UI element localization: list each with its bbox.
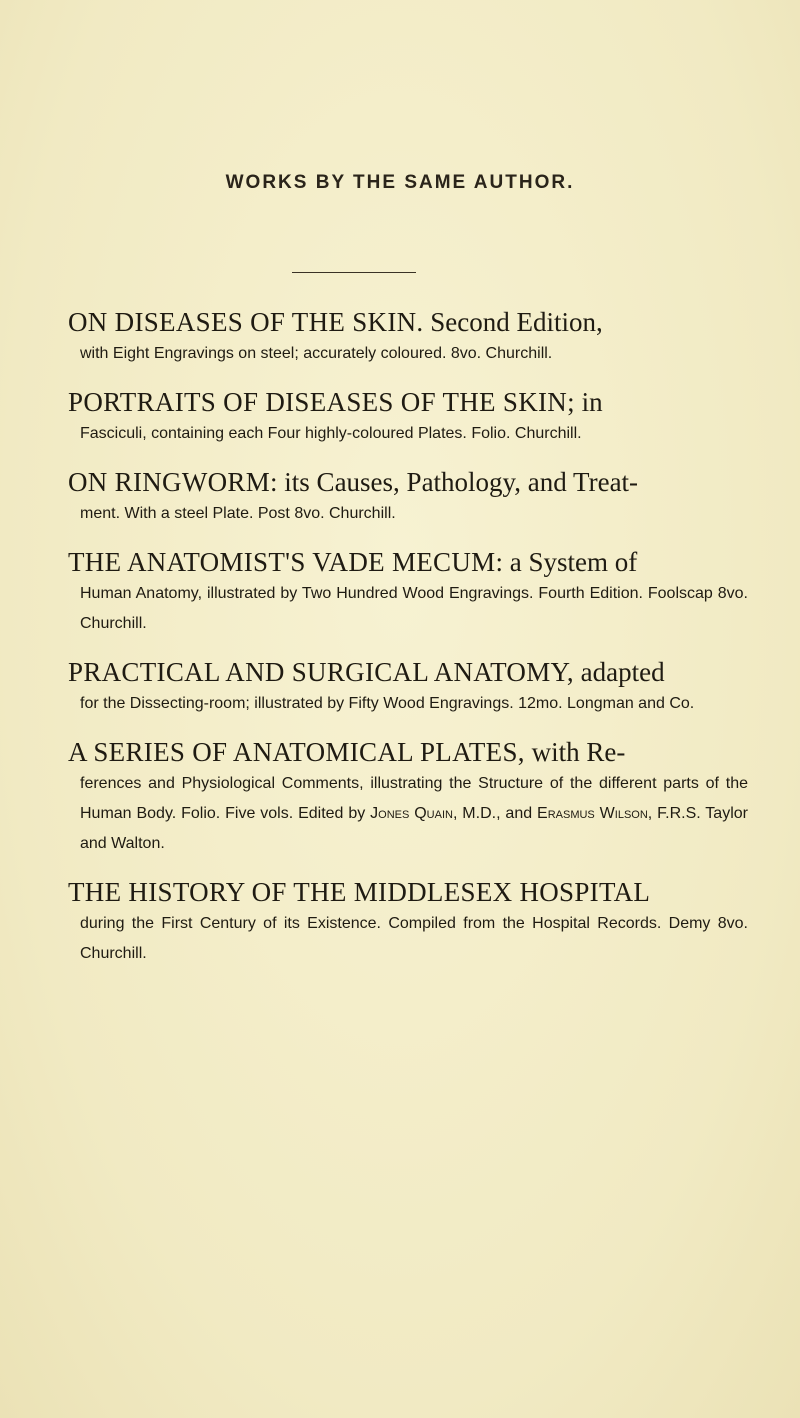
description-text: ferences and Physiological Comments, illustrating the Structure of the different parts of the Human Body. Folio. Five vols. Edited by [80,775,748,822]
entry-vade-mecum [68,545,748,639]
entry-title-tail: Second Edition, [423,307,603,337]
entry-anatomical-plates [68,735,748,859]
header-rule [292,272,416,273]
description-text: , F.R.S. Taylor and Walton. [80,805,748,852]
entry-practical-anatomy [68,655,748,719]
entry-title: A SERIES OF ANATOMICAL PLATES, [68,737,525,767]
entry-title-tail: in [574,387,603,417]
entry-ringworm [68,465,748,529]
entry-middlesex-hospital [68,875,748,969]
entry-description: with Eight Engravings on steel; accurately coloured. 8vo. Churchill. [80,345,553,362]
entry-title-line [68,465,748,499]
editor-name: Jones Quain [370,805,453,822]
entry-title-line [68,875,748,909]
entry-description: Human Anatomy, illustrated by Two Hundred Wood Engravings. Fourth Edition. Foolscap 8vo. Churchill. [80,585,748,632]
entry-title-line [68,305,748,339]
entry-title-tail: : its Causes, Pathology, and Treat- [270,467,639,497]
entry-title: ON DISEASES OF THE SKIN. [68,307,424,337]
entry-title: THE ANATOMIST'S VADE MECUM [68,547,496,577]
entry-title-line [68,385,748,419]
entry-title-tail: : a System of [495,547,638,577]
entry-title-line [68,735,748,769]
entry-title: PRACTICAL AND SURGICAL ANATOMY, [68,657,574,687]
entry-title-line [68,545,748,579]
entry-description [68,769,748,859]
entry-description: during the First Century of its Existence. Compiled from the Hospital Records. Demy 8vo. Churchill. [80,915,748,962]
description-text: , M.D., and [452,805,538,822]
entry-description: Fasciculi, containing each Four highly-coloured Plates. Folio. Churchill. [80,425,582,442]
entry-title-line [68,655,748,689]
editor-name: Erasmus Wilson [537,805,648,822]
entry-description: ment. With a steel Plate. Post 8vo. Churchill. [80,505,396,522]
entry-title: PORTRAITS OF DISEASES OF THE SKIN; [68,387,575,417]
entry-title-tail: adapted [573,657,665,687]
entry-title-tail: with Re- [524,737,626,767]
entry-diseases-of-skin [68,305,748,369]
entry-description: for the Dissecting-room; illustrated by Fifty Wood Engravings. 12mo. Longman and Co. [80,695,695,712]
works-list [68,305,748,985]
entry-portraits [68,385,748,449]
page-header: WORKS BY THE SAME AUTHOR. [225,172,575,193]
entry-title: ON RINGWORM [68,467,271,497]
entry-title: THE HISTORY OF THE MIDDLESEX HOSPITAL [68,877,651,907]
